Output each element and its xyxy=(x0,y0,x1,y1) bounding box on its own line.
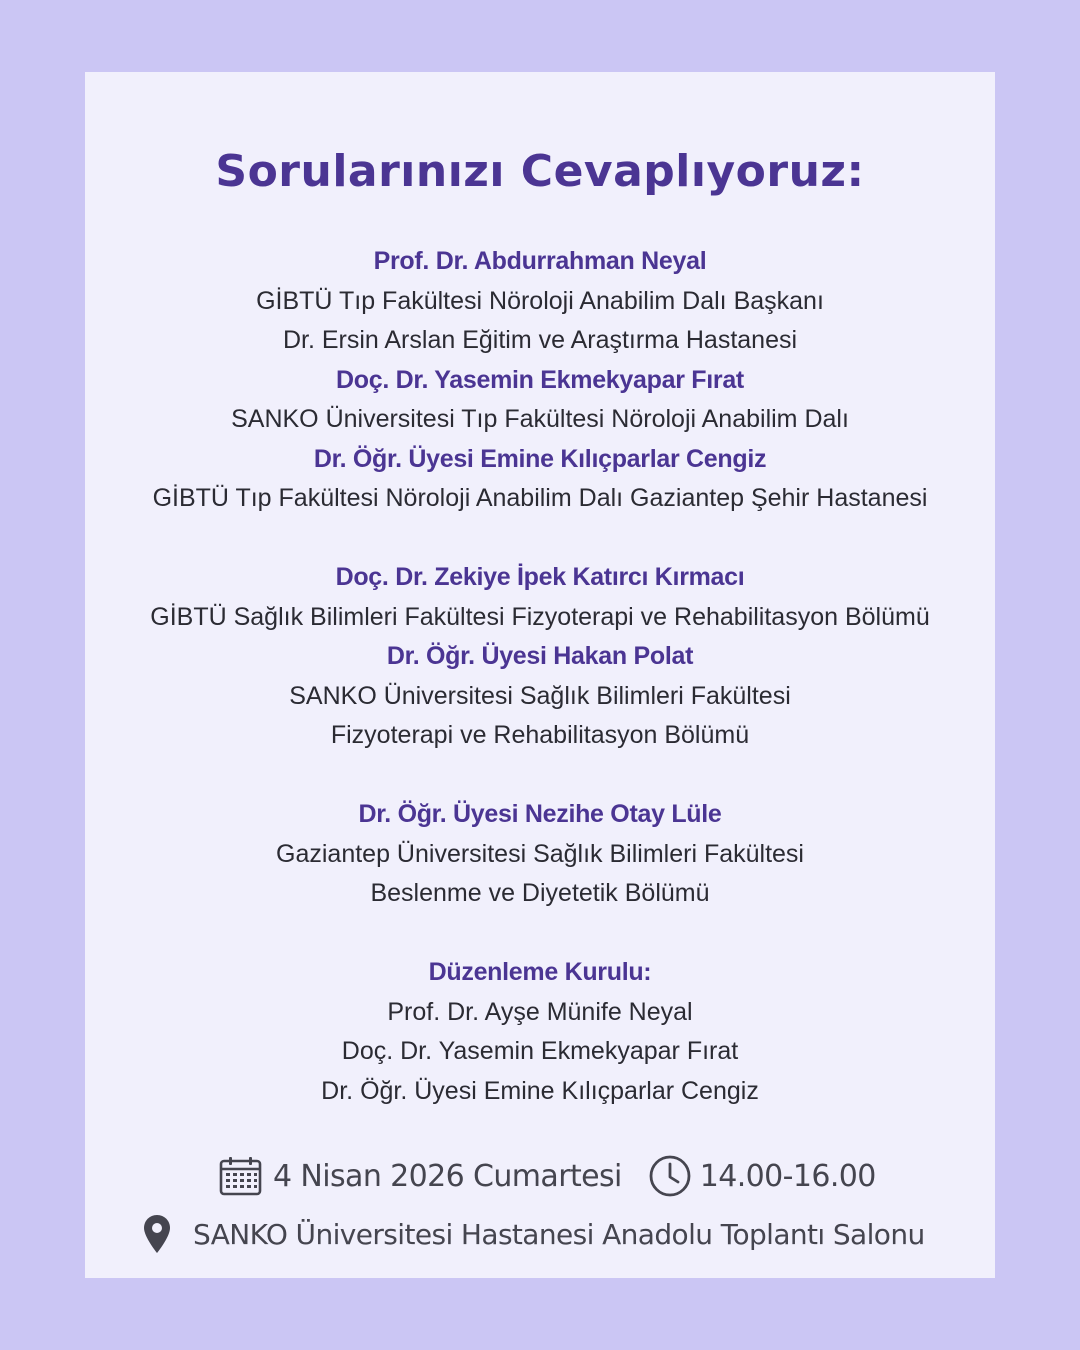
clock-icon xyxy=(648,1154,692,1198)
speaker-affiliation: GİBTÜ Tıp Fakültesi Nöroloji Anabilim Dalı Gaziantep Şehir Hastanesi xyxy=(152,484,928,512)
poster-card xyxy=(85,72,995,1278)
speaker-affiliation: Dr. Ersin Arslan Eğitim ve Araştırma Hastanesi xyxy=(282,326,798,354)
committee-member: Doç. Dr. Yasemin Ekmekyapar Fırat xyxy=(341,1037,739,1065)
page-title: Sorularınızı Cevaplıyoruz: xyxy=(215,146,865,197)
committee-member: Dr. Öğr. Üyesi Emine Kılıçparlar Cengiz xyxy=(321,1076,759,1105)
speaker-name: Dr. Öğr. Üyesi Hakan Polat xyxy=(386,642,694,670)
event-location xyxy=(143,1212,925,1256)
speaker-name: Doç. Dr. Zekiye İpek Katırcı Kırmacı xyxy=(335,563,745,591)
event-datetime xyxy=(219,1154,876,1198)
speaker-affiliation: Beslenme ve Diyetetik Bölümü xyxy=(370,879,710,907)
committee-heading: Düzenleme Kurulu: xyxy=(428,958,652,986)
speaker-name: Dr. Öğr. Üyesi Emine Kılıçparlar Cengiz xyxy=(313,444,767,473)
map-pin-icon xyxy=(143,1214,171,1254)
spacer xyxy=(85,756,995,796)
event-time: 14.00-16.00 xyxy=(699,1158,876,1194)
location-text: SANKO Üniversitesi Hastanesi Anadolu Toplantı Salonu xyxy=(193,1217,925,1251)
speaker-list xyxy=(85,242,995,1111)
speaker-name: Doç. Dr. Yasemin Ekmekyapar Fırat xyxy=(336,365,744,394)
speaker-name: Dr. Öğr. Üyesi Nezihe Otay Lüle xyxy=(358,800,722,828)
event-date: 4 Nisan 2026 Cumartesi xyxy=(273,1158,622,1194)
spacer xyxy=(85,914,995,954)
calendar-icon xyxy=(219,1156,263,1196)
speaker-affiliation: Fizyoterapi ve Rehabilitasyon Bölümü xyxy=(330,721,750,749)
speaker-affiliation: SANKO Üniversitesi Sağlık Bilimleri Fakültesi xyxy=(289,681,791,710)
speaker-name: Prof. Dr. Abdurrahman Neyal xyxy=(373,247,707,275)
speaker-affiliation: GİBTÜ Tıp Fakültesi Nöroloji Anabilim Dalı Başkanı xyxy=(256,286,824,315)
committee-member: Prof. Dr. Ayşe Münife Neyal xyxy=(387,997,693,1026)
spacer xyxy=(85,519,995,559)
speaker-affiliation: GİBTÜ Sağlık Bilimleri Fakültesi Fizyoterapi ve Rehabilitasyon Bölümü xyxy=(150,602,930,631)
speaker-affiliation: Gaziantep Üniversitesi Sağlık Bilimleri Fakültesi xyxy=(276,839,804,868)
speaker-affiliation: SANKO Üniversitesi Tıp Fakültesi Nöroloji Anabilim Dalı xyxy=(231,405,849,433)
